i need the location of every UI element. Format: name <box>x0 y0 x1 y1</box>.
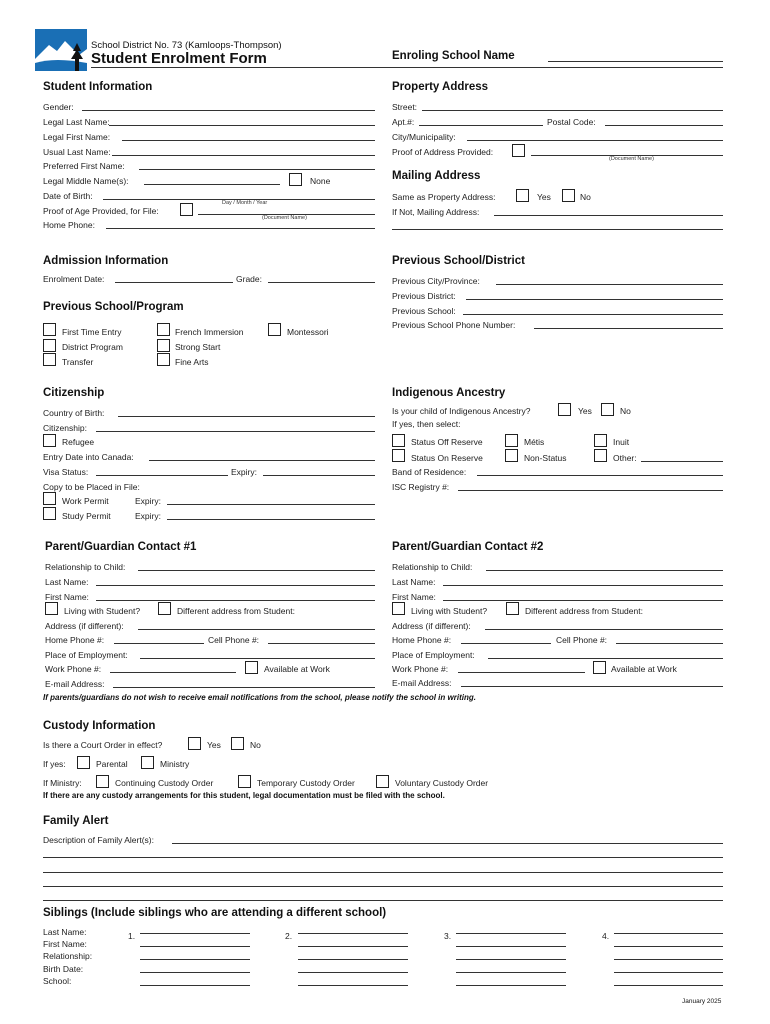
indigenous-heading: Indigenous Ancestry <box>392 387 506 399</box>
study-permit-checkbox[interactable] <box>43 507 56 520</box>
sibling-4-number: 4. <box>602 931 610 941</box>
same-yes-label: Yes <box>537 192 551 202</box>
sibling-3-birth[interactable] <box>456 972 566 973</box>
sibling-1-first[interactable] <box>140 946 250 947</box>
g2-last-field[interactable] <box>443 585 723 586</box>
g1-email-field[interactable] <box>113 687 375 688</box>
metis-checkbox[interactable] <box>505 434 518 447</box>
city-field[interactable] <box>467 140 723 141</box>
dob-hint: Day / Month / Year <box>222 200 268 206</box>
sibling-2-relationship[interactable] <box>298 959 408 960</box>
enroling-school-label: Enroling School Name <box>392 50 515 62</box>
middle-none-label: None <box>310 176 331 186</box>
home-phone-label: Home Phone: <box>43 220 95 230</box>
fine-arts-label: Fine Arts <box>175 357 209 367</box>
city-label: City/Municipality: <box>392 132 456 142</box>
g1-work-label: Work Phone #: <box>45 664 102 674</box>
sibling-2-number: 2. <box>285 931 293 941</box>
inuit-checkbox[interactable] <box>594 434 607 447</box>
isc-label: ISC Registry #: <box>392 482 450 492</box>
proof-age-label: Proof of Age Provided, for File: <box>43 206 159 216</box>
custody-note: If there are any custody arrangements for this student, legal documentation must be filed with the school. <box>43 791 445 800</box>
g1-cell-field[interactable] <box>268 643 375 644</box>
middle-name-field[interactable] <box>144 184 280 185</box>
voluntary-label: Voluntary Custody Order <box>395 778 489 788</box>
prev-city-field[interactable] <box>496 284 723 285</box>
g1-first-field[interactable] <box>96 600 375 601</box>
proof-age-hint: (Document Name) <box>262 215 307 221</box>
court-no-label: No <box>250 740 261 750</box>
usual-last-label: Usual Last Name: <box>43 147 111 157</box>
sibling-3-last[interactable] <box>456 933 566 934</box>
off-reserve-checkbox[interactable] <box>392 434 405 447</box>
french-checkbox[interactable] <box>157 323 170 336</box>
enrolment-date-label: Enrolment Date: <box>43 274 105 284</box>
apt-field[interactable] <box>419 125 543 126</box>
transfer-checkbox[interactable] <box>43 353 56 366</box>
g1-different-label: Different address from Student: <box>177 606 295 616</box>
other-label: Other: <box>613 453 637 463</box>
sibling-relationship-label: Relationship: <box>43 951 93 961</box>
indigenous-yes-label: Yes <box>578 406 592 416</box>
court-yes-label: Yes <box>207 740 221 750</box>
if-not-mailing-label: If Not, Mailing Address: <box>392 207 480 217</box>
sibling-3-relationship[interactable] <box>456 959 566 960</box>
g1-living-checkbox[interactable] <box>45 602 58 615</box>
sibling-1-last[interactable] <box>140 933 250 934</box>
family-alert-heading: Family Alert <box>43 815 109 827</box>
grade-field[interactable] <box>268 282 375 283</box>
prev-phone-field[interactable] <box>534 328 723 329</box>
property-address-heading: Property Address <box>392 81 489 93</box>
guardian1-heading: Parent/Guardian Contact #1 <box>45 541 197 553</box>
visa-status-label: Visa Status: <box>43 467 89 477</box>
enrolment-date-field[interactable] <box>115 282 233 283</box>
entry-date-field[interactable] <box>149 460 375 461</box>
non-status-label: Non-Status <box>524 453 567 463</box>
work-permit-label: Work Permit <box>62 496 109 506</box>
dob-label: Date of Birth: <box>43 191 93 201</box>
grade-label: Grade: <box>236 274 262 284</box>
siblings-heading: Siblings (Include siblings who are attending a different school) <box>43 907 387 919</box>
g2-relationship-label: Relationship to Child: <box>392 562 473 572</box>
g2-employment-label: Place of Employment: <box>392 650 475 660</box>
prev-program-heading: Previous School/Program <box>43 301 184 313</box>
g2-address-label: Address (if different): <box>392 621 471 631</box>
g1-address-label: Address (if different): <box>45 621 124 631</box>
prev-school-field[interactable] <box>463 314 723 315</box>
on-reserve-label: Status On Reserve <box>411 453 483 463</box>
metis-label: Métis <box>524 437 545 447</box>
sibling-2-birth[interactable] <box>298 972 408 973</box>
postal-code-field[interactable] <box>605 125 723 126</box>
prev-phone-label: Previous School Phone Number: <box>392 320 516 330</box>
district-logo-icon <box>35 29 87 71</box>
g1-employment-label: Place of Employment: <box>45 650 128 660</box>
same-as-property-label: Same as Property Address: <box>392 192 496 202</box>
refugee-checkbox[interactable] <box>43 434 56 447</box>
usual-last-field[interactable] <box>112 155 375 156</box>
strong-start-label: Strong Start <box>175 342 221 352</box>
sibling-birth-label: Birth Date: <box>43 964 84 974</box>
continuing-checkbox[interactable] <box>96 775 109 788</box>
family-alert-label: Description of Family Alert(s): <box>43 835 154 845</box>
study-expiry-label: Expiry: <box>135 511 161 521</box>
gender-label: Gender: <box>43 102 74 112</box>
same-yes-checkbox[interactable] <box>516 189 529 202</box>
work-expiry-label: Expiry: <box>135 496 161 506</box>
g1-relationship-field[interactable] <box>138 570 375 571</box>
g2-home-label: Home Phone #: <box>392 635 452 645</box>
prev-district-label: Previous District: <box>392 291 456 301</box>
sibling-2-first[interactable] <box>298 946 408 947</box>
family-alert-field-3[interactable] <box>43 872 723 873</box>
custody-heading: Custody Information <box>43 720 156 732</box>
sibling-4-last[interactable] <box>614 933 723 934</box>
middle-name-label: Legal Middle Name(s): <box>43 176 129 186</box>
first-time-checkbox[interactable] <box>43 323 56 336</box>
off-reserve-label: Status Off Reserve <box>411 437 483 447</box>
student-info-heading: Student Information <box>43 81 153 93</box>
g2-work-label: Work Phone #: <box>392 664 449 674</box>
sibling-1-relationship[interactable] <box>140 959 250 960</box>
court-yes-checkbox[interactable] <box>188 737 201 750</box>
temporary-checkbox[interactable] <box>238 775 251 788</box>
proof-address-checkbox[interactable] <box>512 144 525 157</box>
prev-city-label: Previous City/Province: <box>392 276 480 286</box>
visa-expiry-field[interactable] <box>263 475 375 476</box>
g2-home-field[interactable] <box>461 643 551 644</box>
same-no-checkbox[interactable] <box>562 189 575 202</box>
g1-work-field[interactable] <box>110 672 236 673</box>
prev-school-heading: Previous School/District <box>392 255 525 267</box>
email-notice: If parents/guardians do not wish to receive email notifications from the school, please notify the school in writing. <box>43 693 476 702</box>
first-time-label: First Time Entry <box>62 327 122 337</box>
sibling-3-number: 3. <box>444 931 452 941</box>
postal-code-label: Postal Code: <box>547 117 596 127</box>
other-checkbox[interactable] <box>594 449 607 462</box>
g2-different-checkbox[interactable] <box>506 602 519 615</box>
g2-first-field[interactable] <box>443 600 723 601</box>
citizenship-label: Citizenship: <box>43 423 87 433</box>
citizenship-heading: Citizenship <box>43 387 105 399</box>
sibling-1-school[interactable] <box>140 985 250 986</box>
middle-none-checkbox[interactable] <box>289 173 302 186</box>
isc-field[interactable] <box>458 490 723 491</box>
ministry-checkbox[interactable] <box>141 756 154 769</box>
fine-arts-checkbox[interactable] <box>157 353 170 366</box>
g1-first-label: First Name: <box>45 592 89 602</box>
study-expiry-field[interactable] <box>167 519 375 520</box>
band-field[interactable] <box>477 475 723 476</box>
g2-available-label: Available at Work <box>611 664 677 674</box>
g2-address-field[interactable] <box>485 629 723 630</box>
strong-start-checkbox[interactable] <box>157 339 170 352</box>
g2-work-field[interactable] <box>458 672 585 673</box>
apt-label: Apt.#: <box>392 117 415 127</box>
if-ministry-label: If Ministry: <box>43 778 82 788</box>
g1-available-checkbox[interactable] <box>245 661 258 674</box>
g1-last-field[interactable] <box>96 585 375 586</box>
page-title: Student Enrolment Form <box>91 50 267 67</box>
street-field[interactable] <box>422 110 723 111</box>
sibling-4-relationship[interactable] <box>614 959 723 960</box>
citizenship-field[interactable] <box>96 431 375 432</box>
legal-last-label: Legal Last Name: <box>43 117 110 127</box>
preferred-first-field[interactable] <box>139 169 375 170</box>
district-name: School District No. 73 (Kamloops-Thompson) <box>91 40 282 51</box>
prev-district-field[interactable] <box>466 299 723 300</box>
indigenous-yes-checkbox[interactable] <box>558 403 571 416</box>
g2-employment-field[interactable] <box>488 658 723 659</box>
family-alert-field-2[interactable] <box>43 857 723 858</box>
custody-if-yes-label: If yes: <box>43 759 66 769</box>
if-yes-select-label: If yes, then select: <box>392 419 461 429</box>
g1-living-label: Living with Student? <box>64 606 141 616</box>
indigenous-question-label: Is your child of Indigenous Ancestry? <box>392 406 531 416</box>
country-birth-label: Country of Birth: <box>43 408 105 418</box>
mailing-address-field[interactable] <box>494 215 723 216</box>
sibling-1-number: 1. <box>128 931 136 941</box>
g1-different-checkbox[interactable] <box>158 602 171 615</box>
g2-different-label: Different address from Student: <box>525 606 643 616</box>
copy-file-label: Copy to be Placed in File: <box>43 482 140 492</box>
mailing-address-heading: Mailing Address <box>392 170 481 182</box>
parental-checkbox[interactable] <box>77 756 90 769</box>
visa-expiry-label: Expiry: <box>231 467 257 477</box>
g1-relationship-label: Relationship to Child: <box>45 562 126 572</box>
court-no-checkbox[interactable] <box>231 737 244 750</box>
family-alert-field-5[interactable] <box>43 900 723 901</box>
indigenous-no-label: No <box>620 406 631 416</box>
admission-heading: Admission Information <box>43 255 169 267</box>
proof-address-hint: (Document Name) <box>609 156 654 162</box>
family-alert-field-1[interactable] <box>172 843 723 844</box>
sibling-first-label: First Name: <box>43 939 87 949</box>
g2-first-label: First Name: <box>392 592 436 602</box>
country-birth-field[interactable] <box>118 416 375 417</box>
sibling-school-label: School: <box>43 976 72 986</box>
montessori-checkbox[interactable] <box>268 323 281 336</box>
footer-date: January 2025 <box>682 998 722 1005</box>
header-divider <box>91 67 723 68</box>
g2-cell-label: Cell Phone #: <box>556 635 608 645</box>
g1-cell-label: Cell Phone #: <box>208 635 260 645</box>
refugee-label: Refugee <box>62 437 95 447</box>
family-alert-field-4[interactable] <box>43 886 723 887</box>
indigenous-no-checkbox[interactable] <box>601 403 614 416</box>
french-label: French Immersion <box>175 327 244 337</box>
g2-last-label: Last Name: <box>392 577 436 587</box>
proof-address-label: Proof of Address Provided: <box>392 147 494 157</box>
court-order-label: Is there a Court Order in effect? <box>43 740 163 750</box>
voluntary-checkbox[interactable] <box>376 775 389 788</box>
legal-first-field[interactable] <box>122 140 375 141</box>
work-permit-checkbox[interactable] <box>43 492 56 505</box>
g2-email-field[interactable] <box>461 686 723 687</box>
legal-first-label: Legal First Name: <box>43 132 111 142</box>
guardian2-heading: Parent/Guardian Contact #2 <box>392 541 544 553</box>
proof-age-checkbox[interactable] <box>180 203 193 216</box>
sibling-4-birth[interactable] <box>614 972 723 973</box>
g2-cell-field[interactable] <box>616 643 723 644</box>
entry-date-label: Entry Date into Canada: <box>43 452 134 462</box>
inuit-label: Inuit <box>613 437 630 447</box>
mailing-address-field-2[interactable] <box>392 229 723 230</box>
sibling-last-label: Last Name: <box>43 927 87 937</box>
on-reserve-checkbox[interactable] <box>392 449 405 462</box>
other-field[interactable] <box>641 461 723 462</box>
g1-address-field[interactable] <box>138 629 375 630</box>
ministry-label: Ministry <box>160 759 190 769</box>
sibling-3-school[interactable] <box>456 985 566 986</box>
temporary-label: Temporary Custody Order <box>257 778 355 788</box>
district-program-checkbox[interactable] <box>43 339 56 352</box>
g1-last-label: Last Name: <box>45 577 89 587</box>
street-label: Street: <box>392 102 418 112</box>
gender-field[interactable] <box>82 110 375 111</box>
sibling-4-school[interactable] <box>614 985 723 986</box>
non-status-checkbox[interactable] <box>505 449 518 462</box>
band-label: Band of Residence: <box>392 467 467 477</box>
montessori-label: Montessori <box>287 327 329 337</box>
sibling-1-birth[interactable] <box>140 972 250 973</box>
sibling-2-school[interactable] <box>298 985 408 986</box>
enroling-school-field[interactable] <box>548 61 723 62</box>
parental-label: Parental <box>96 759 128 769</box>
g2-living-checkbox[interactable] <box>392 602 405 615</box>
district-program-label: District Program <box>62 342 123 352</box>
preferred-first-label: Preferred First Name: <box>43 161 125 171</box>
prev-school-label: Previous School: <box>392 306 456 316</box>
g2-available-checkbox[interactable] <box>593 661 606 674</box>
work-expiry-field[interactable] <box>167 504 375 505</box>
g1-email-label: E-mail Address: <box>45 679 105 689</box>
g1-home-field[interactable] <box>114 643 204 644</box>
home-phone-field[interactable] <box>106 228 375 229</box>
g1-available-label: Available at Work <box>264 664 330 674</box>
sibling-4-first[interactable] <box>614 946 723 947</box>
g1-home-label: Home Phone #: <box>45 635 105 645</box>
g2-relationship-field[interactable] <box>486 570 723 571</box>
g1-employment-field[interactable] <box>140 658 375 659</box>
legal-last-field[interactable] <box>109 125 375 126</box>
transfer-label: Transfer <box>62 357 94 367</box>
sibling-2-last[interactable] <box>298 933 408 934</box>
continuing-label: Continuing Custody Order <box>115 778 214 788</box>
visa-status-field[interactable] <box>96 475 228 476</box>
same-no-label: No <box>580 192 591 202</box>
g2-email-label: E-mail Address: <box>392 678 452 688</box>
g2-living-label: Living with Student? <box>411 606 488 616</box>
study-permit-label: Study Permit <box>62 511 111 521</box>
sibling-3-first[interactable] <box>456 946 566 947</box>
